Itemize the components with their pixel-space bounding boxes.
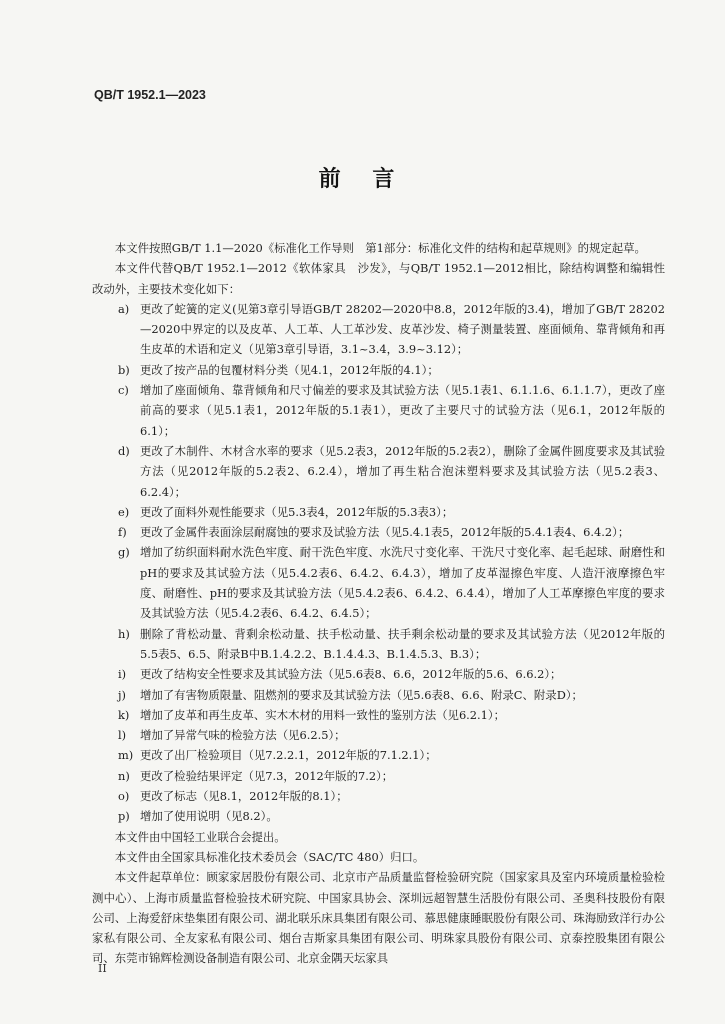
list-item xyxy=(92,522,665,542)
intro-paragraph: 本文件按照GB/T 1.1—2020《标准化工作导则 第1部分：标准化文件的结构和起草规则》的规定起草。 xyxy=(114,241,646,255)
standard-code: QB/T 1952.1—2023 xyxy=(94,88,206,102)
list-item xyxy=(92,380,665,441)
list-item-text: 增加了纺织面料耐水洗色牢度、耐干洗色牢度、水洗尺寸变化率、干洗尺寸变化率、起毛起球、耐磨性和pH的要求及其试验方法（见5.4.2表6、6.4.2、6.4.3），增加了皮革湿擦色牢度、人造汗液摩擦色牢度、耐磨性、pH的要求及其试验方法（见5.4.2表6、6.4.2、6.4.4），增加了人工革摩擦色牢度的要求及其试验方法（见5.4.2表6、6.4.2、6.4.5）； xyxy=(140,545,665,621)
list-item xyxy=(92,745,665,765)
list-marker: o) xyxy=(118,789,130,804)
list-item-text: 更改了面料外观性能要求（见5.3表4，2012年版的5.3表3）； xyxy=(140,504,454,519)
page-title: 前 言 xyxy=(318,166,407,192)
list-item-text: 增加了使用说明（见8.2）。 xyxy=(140,809,278,824)
list-marker: h) xyxy=(118,626,130,641)
list-marker: m) xyxy=(118,748,134,763)
list-item xyxy=(92,299,665,360)
list-item-text: 增加了皮革和再生皮革、实木木材的用料一致性的鉴别方法（见6.2.1）； xyxy=(140,707,506,722)
list-item xyxy=(92,441,665,502)
list-item-text: 增加了座面倾角、靠背倾角和尺寸偏差的要求及其试验方法（见5.1表1、6.1.1.6、6.1.1.7），更改了座前高的要求（见5.1表1，2012年版的5.1表1），更改了主要尺寸的试验方法（见6.1，2012年版的6.1）； xyxy=(140,383,665,438)
list-marker: k) xyxy=(118,707,130,722)
list-item xyxy=(92,542,665,623)
list-marker: l) xyxy=(118,728,127,743)
list-marker: g) xyxy=(118,545,130,560)
closing-paragraph: 本文件由中国轻工业联合会提出。 xyxy=(114,829,286,844)
list-item-text: 更改了木制件、木材含水率的要求（见5.2表3，2012年版的5.2表2），删除了金属件圆度要求及其试验方法（见2012年版的5.2表2、6.2.4），增加了再生粘合泡沫塑料要求及其试验方法（见5.2表3、6.2.4）； xyxy=(140,443,665,499)
list-item xyxy=(92,806,665,826)
changes-list xyxy=(92,299,665,827)
list-item xyxy=(92,766,665,786)
list-item-text: 更改了按产品的包覆材料分类（见4.1，2012年版的4.1）； xyxy=(140,362,439,377)
list-item-text: 更改了蛇簧的定义(见第3章引导语GB/T 28202—2020中8.8，2012年版的3.4)，增加了GB/T 28202—2020中界定的以及皮革、人工革、人工革沙发、皮革沙发、椅子测量装置、座面倾角、靠背倾角和再生皮革的术语和定义（见第3章引导语，3.1~3.4，3.9~3.12）； xyxy=(140,301,665,357)
list-marker: b) xyxy=(118,362,130,377)
list-marker: n) xyxy=(118,768,130,783)
list-marker: c) xyxy=(118,383,129,398)
list-item-text: 增加了异常气味的检验方法（见6.2.5）； xyxy=(140,728,346,743)
list-item xyxy=(92,664,665,684)
list-marker: p) xyxy=(118,809,130,824)
list-item-text: 更改了标志（见8.1，2012年版的8.1）； xyxy=(140,789,348,804)
list-marker: f) xyxy=(118,525,127,540)
list-item xyxy=(92,360,665,380)
list-item-text: 更改了金属件表面涂层耐腐蚀的要求及试验方法（见5.4.1表5，2012年版的5.4.1表4、6.4.2）； xyxy=(140,525,630,540)
closing-paragraph: 本文件由全国家具标准化技术委员会（SAC/TC 480）归口。 xyxy=(114,849,425,864)
list-item-text: 删除了背松动量、背剩余松动量、扶手松动量、扶手剩余松动量的要求及其试验方法（见2012年版的5.5表5、6.5、附录B中B.1.4.2.2、B.1.4.4.3、B.1.4.5.3、B.3）； xyxy=(140,626,665,661)
list-item-text: 更改了检验结果评定（见7.3，2012年版的7.2）； xyxy=(140,768,394,783)
list-item-text: 增加了有害物质限量、阻燃剂的要求及其试验方法（见5.6表8、6.6、附录C、附录D）； xyxy=(140,687,583,702)
list-item-text: 更改了出厂检验项目（见7.2.2.1，2012年版的7.1.2.1）； xyxy=(140,748,437,763)
list-marker: i) xyxy=(118,667,127,682)
document-body xyxy=(92,238,665,969)
list-item-text: 更改了结构安全性要求及其试验方法（见5.6表8、6.6，2012年版的5.6、6.6.2）； xyxy=(140,667,562,682)
drafting-units-paragraph: 本文件起草单位：顾家家居股份有限公司、北京市产品质量监督检验研究院（国家家具及室内环境质量检验检测中心）、上海市质量监督检验技术研究院、中国家具协会、深圳远超智慧生活股份有限公司、圣奥科技股份有限公司、上海爱舒床垫集团有限公司、湖北联乐床具集团有限公司、慕思健康睡眠股份有限公司、珠海励致洋行办公家私有限公司、全友家私有限公司、烟台吉斯家具集团有限公司、明珠家具股份有限公司、京泰控股集团有限公司、东莞市锦辉检测设备制造有限公司、北京金隅天坛家具 xyxy=(92,870,665,966)
list-item xyxy=(92,685,665,705)
intro-paragraph: 本文件代替QB/T 1952.1—2012《软体家具 沙发》，与QB/T 1952.1—2012相比，除结构调整和编辑性改动外，主要技术变化如下： xyxy=(92,261,665,296)
list-marker: a) xyxy=(118,301,130,316)
list-item xyxy=(92,705,665,725)
page-number: II xyxy=(98,962,107,975)
list-marker: d) xyxy=(118,443,130,458)
list-marker: e) xyxy=(118,504,130,519)
list-item xyxy=(92,624,665,665)
list-marker: j) xyxy=(118,687,126,702)
list-item xyxy=(92,725,665,745)
list-item xyxy=(92,786,665,806)
list-item xyxy=(92,502,665,522)
